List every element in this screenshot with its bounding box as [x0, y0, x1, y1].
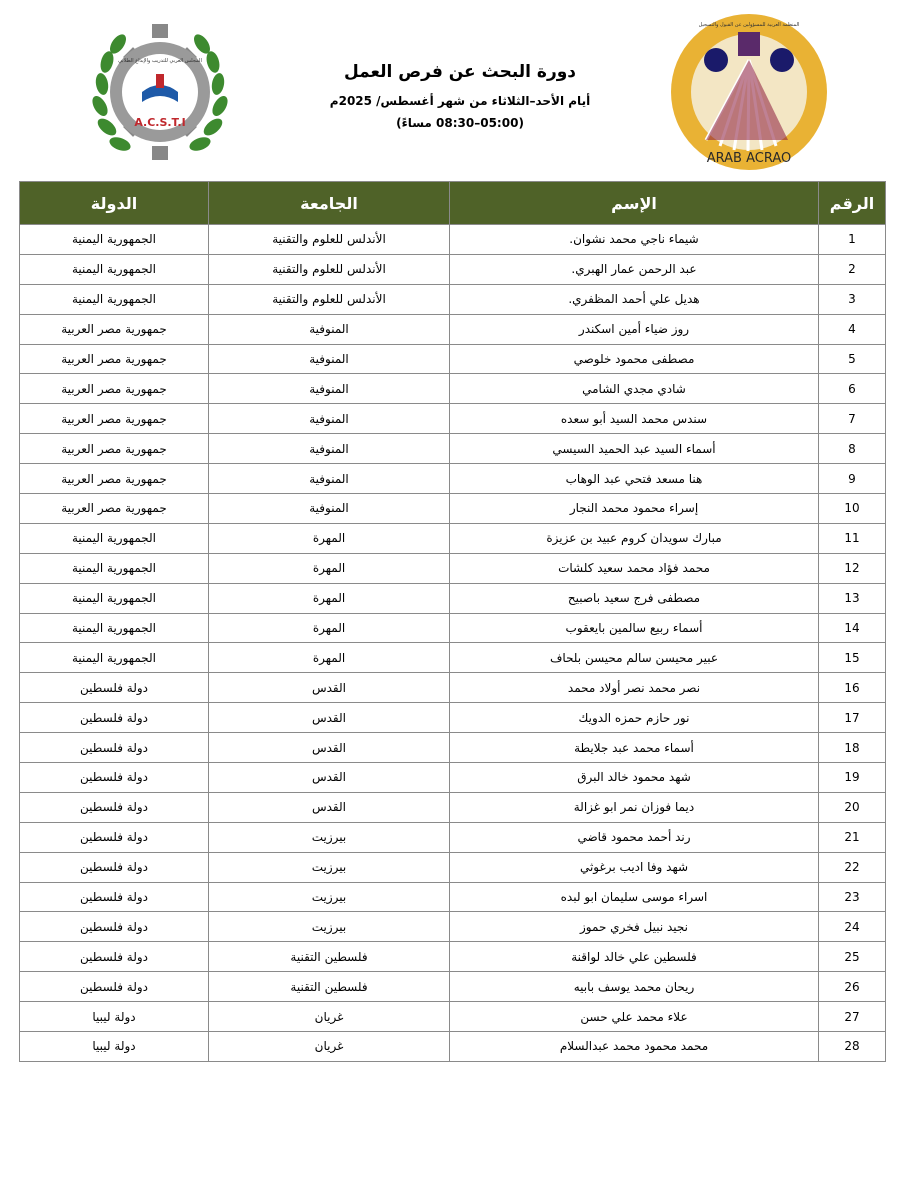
cell-number: 6 [819, 374, 886, 404]
table-row [20, 225, 886, 255]
cell-country: دولة فلسطين [20, 673, 209, 703]
page-title: دورة البحث عن فرص العمل [343, 62, 577, 82]
table-header-row [20, 182, 886, 225]
table-row [20, 344, 886, 374]
table-row [20, 852, 886, 882]
cell-country: دولة فلسطين [20, 912, 209, 942]
cell-number: 8 [819, 434, 886, 464]
acsti-logo-icon [82, 14, 238, 170]
table-body [20, 225, 886, 1062]
acsti-logo-text: A.C.S.T.I [134, 116, 186, 129]
cell-university: الأندلس للعلوم والتقنية [209, 254, 450, 284]
cell-name: نجيد نبيل فخري حموز [450, 912, 819, 942]
table-row [20, 314, 886, 344]
cell-name: هديل علي أحمد المظفري. [450, 284, 819, 314]
table-row [20, 733, 886, 763]
table-row [20, 434, 886, 464]
cell-number: 9 [819, 464, 886, 494]
cell-number: 4 [819, 314, 886, 344]
cell-university: القدس [209, 703, 450, 733]
cell-country: دولة فلسطين [20, 852, 209, 882]
cell-name: علاء محمد علي حسن [450, 1002, 819, 1032]
course-dates: أيام الأحد–الثلاثاء من شهر أغسطس/ 2025م [329, 94, 591, 108]
cell-university: الأندلس للعلوم والتقنية [209, 225, 450, 255]
cell-country: جمهورية مصر العربية [20, 464, 209, 494]
table-row [20, 374, 886, 404]
cell-university: المنوفية [209, 434, 450, 464]
table-row [20, 763, 886, 793]
cell-number: 1 [819, 225, 886, 255]
cell-name: روز ضياء أمين اسكندر [450, 314, 819, 344]
arab-acrao-logo-text: ARAB ACRAO [706, 151, 792, 166]
table-row [20, 553, 886, 583]
cell-name: نور حازم حمزه الدويك [450, 703, 819, 733]
table-row [20, 673, 886, 703]
cell-number: 19 [819, 763, 886, 793]
cell-university: المنوفية [209, 464, 450, 494]
column-header-number: الرقم [819, 182, 886, 225]
arab-acrao-logo-icon [668, 12, 830, 172]
participants-table [19, 181, 886, 1062]
cell-number: 12 [819, 553, 886, 583]
cell-country: دولة ليبيا [20, 1032, 209, 1062]
cell-number: 22 [819, 852, 886, 882]
cell-number: 7 [819, 404, 886, 434]
cell-name: مصطفى محمود خلوصي [450, 344, 819, 374]
cell-number: 18 [819, 733, 886, 763]
cell-university: المهرة [209, 553, 450, 583]
cell-university: بيرزيت [209, 822, 450, 852]
cell-name: شيماء ناجي محمد نشوان. [450, 225, 819, 255]
cell-name: شادي مجدي الشامي [450, 374, 819, 404]
table-row [20, 972, 886, 1002]
table-row [20, 613, 886, 643]
cell-university: بيرزيت [209, 852, 450, 882]
cell-university: القدس [209, 673, 450, 703]
cell-name: رند أحمد محمود قاضي [450, 822, 819, 852]
cell-university: غريان [209, 1032, 450, 1062]
cell-number: 25 [819, 942, 886, 972]
table-row [20, 404, 886, 434]
column-header-name: الإسم [450, 182, 819, 225]
cell-university: المهرة [209, 523, 450, 553]
cell-country: دولة فلسطين [20, 942, 209, 972]
cell-number: 5 [819, 344, 886, 374]
cell-name: مبارك سويدان كروم عبيد بن عزيزة [450, 523, 819, 553]
cell-university: المنوفية [209, 344, 450, 374]
cell-country: الجمهورية اليمنية [20, 643, 209, 673]
column-header-country: الدولة [20, 182, 209, 225]
cell-name: إسراء محمود محمد النجار [450, 494, 819, 524]
cell-name: عبد الرحمن عمار الهبري. [450, 254, 819, 284]
table-row [20, 583, 886, 613]
table-row [20, 942, 886, 972]
table-row [20, 494, 886, 524]
cell-name: فلسطين علي خالد لواقنة [450, 942, 819, 972]
table-row [20, 792, 886, 822]
cell-number: 17 [819, 703, 886, 733]
cell-country: جمهورية مصر العربية [20, 314, 209, 344]
table-row [20, 1002, 886, 1032]
cell-university: المنوفية [209, 494, 450, 524]
cell-university: القدس [209, 792, 450, 822]
cell-country: دولة فلسطين [20, 822, 209, 852]
cell-country: الجمهورية اليمنية [20, 523, 209, 553]
cell-country: الجمهورية اليمنية [20, 553, 209, 583]
table-row [20, 643, 886, 673]
cell-name: ريحان محمد يوسف بابيه [450, 972, 819, 1002]
cell-university: المنوفية [209, 404, 450, 434]
table-row [20, 523, 886, 553]
cell-country: الجمهورية اليمنية [20, 254, 209, 284]
cell-country: الجمهورية اليمنية [20, 613, 209, 643]
cell-country: دولة فلسطين [20, 703, 209, 733]
cell-university: المنوفية [209, 374, 450, 404]
cell-name: سندس محمد السيد أبو سعده [450, 404, 819, 434]
acsti-logo-arc-text: المجلس العربي للتدريب والإبداع الطلابي [118, 58, 202, 64]
cell-number: 2 [819, 254, 886, 284]
cell-number: 13 [819, 583, 886, 613]
cell-number: 27 [819, 1002, 886, 1032]
cell-name: محمد محمود محمد عبدالسلام [450, 1032, 819, 1062]
cell-number: 15 [819, 643, 886, 673]
cell-country: دولة فلسطين [20, 972, 209, 1002]
cell-country: جمهورية مصر العربية [20, 434, 209, 464]
cell-country: جمهورية مصر العربية [20, 344, 209, 374]
page-header [0, 0, 918, 180]
cell-university: الأندلس للعلوم والتقنية [209, 284, 450, 314]
cell-name: أسماء ربيع سالمين بايعقوب [450, 613, 819, 643]
table-row [20, 912, 886, 942]
course-time: (05:00–08:30 مساءً) [396, 116, 524, 130]
cell-country: دولة فلسطين [20, 792, 209, 822]
cell-name: شهد وفا اديب برغوثي [450, 852, 819, 882]
cell-number: 20 [819, 792, 886, 822]
cell-country: جمهورية مصر العربية [20, 374, 209, 404]
cell-country: دولة فلسطين [20, 882, 209, 912]
cell-number: 16 [819, 673, 886, 703]
cell-name: عبير محيسن سالم محيسن بلحاف [450, 643, 819, 673]
cell-country: الجمهورية اليمنية [20, 225, 209, 255]
cell-country: دولة فلسطين [20, 763, 209, 793]
cell-university: المهرة [209, 583, 450, 613]
cell-number: 14 [819, 613, 886, 643]
table-row [20, 464, 886, 494]
cell-name: شهد محمود خالد البرق [450, 763, 819, 793]
cell-university: المنوفية [209, 314, 450, 344]
cell-country: دولة ليبيا [20, 1002, 209, 1032]
cell-number: 11 [819, 523, 886, 553]
table-row [20, 822, 886, 852]
cell-name: نصر محمد نصر أولاد محمد [450, 673, 819, 703]
cell-country: جمهورية مصر العربية [20, 404, 209, 434]
cell-number: 21 [819, 822, 886, 852]
cell-university: المهرة [209, 643, 450, 673]
cell-number: 10 [819, 494, 886, 524]
cell-university: غريان [209, 1002, 450, 1032]
cell-university: القدس [209, 733, 450, 763]
table-row [20, 254, 886, 284]
cell-name: اسراء موسى سليمان ابو لبده [450, 882, 819, 912]
cell-country: جمهورية مصر العربية [20, 494, 209, 524]
cell-country: الجمهورية اليمنية [20, 583, 209, 613]
cell-university: بيرزيت [209, 912, 450, 942]
cell-number: 28 [819, 1032, 886, 1062]
cell-number: 26 [819, 972, 886, 1002]
cell-name: أسماء السيد عبد الحميد السيسي [450, 434, 819, 464]
cell-name: محمد فؤاد محمد سعيد كلشات [450, 553, 819, 583]
cell-name: هنا مسعد فتحي عبد الوهاب [450, 464, 819, 494]
cell-country: دولة فلسطين [20, 733, 209, 763]
cell-name: أسماء محمد عبد جلايطة [450, 733, 819, 763]
table-row [20, 1032, 886, 1062]
cell-university: فلسطين التقنية [209, 972, 450, 1002]
column-header-university: الجامعة [209, 182, 450, 225]
cell-name: مصطفى فرج سعيد باصبيح [450, 583, 819, 613]
cell-university: المهرة [209, 613, 450, 643]
cell-number: 24 [819, 912, 886, 942]
cell-country: الجمهورية اليمنية [20, 284, 209, 314]
cell-university: القدس [209, 763, 450, 793]
cell-university: بيرزيت [209, 882, 450, 912]
table-row [20, 703, 886, 733]
table-row [20, 284, 886, 314]
cell-number: 3 [819, 284, 886, 314]
title-block [300, 62, 620, 130]
cell-university: فلسطين التقنية [209, 942, 450, 972]
arab-acrao-logo-arc-text: المنظمة العربية للمسؤولين عن القبول والتسجيل [698, 22, 800, 28]
cell-number: 23 [819, 882, 886, 912]
cell-name: ديما فوزان نمر ابو غزالة [450, 792, 819, 822]
table-row [20, 882, 886, 912]
